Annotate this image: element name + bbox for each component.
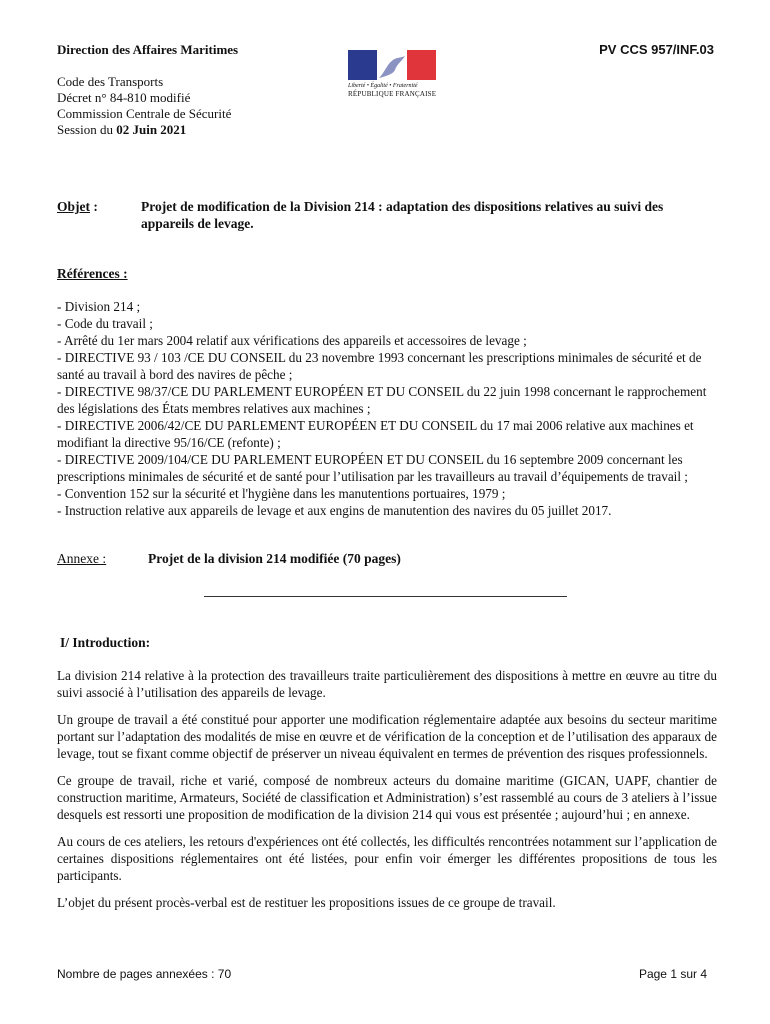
annex-text: Projet de la division 214 modifiée (70 pages) [148, 551, 401, 566]
reference-item: - Convention 152 sur la sécurité et l'hygiène dans les manutentions portuaires, 1979 ; [57, 486, 506, 501]
logo-republic-name: RÉPUBLIQUE FRANÇAISE [348, 90, 437, 98]
reference-item: - DIRECTIVE 93 / 103 /CE DU CONSEIL du 23 novembre 1993 concernant les prescriptions minimales de sécurité et de santé au travail à bord des navires de pêche ; [57, 350, 702, 382]
intro-paragraph: Ce groupe de travail, riche et varié, composé de nombreux acteurs du domaine maritime (GICAN, UAPF, chantier de construction maritime, Armateurs, Société de classification et Administration) s’est rassemblé au cours de 3 ateliers à l’issue desquels est ressorti une proposition de modification de la division 214 qui vous est présentée ; aujourd’hui ; en annexe. [57, 773, 717, 822]
footer-annexed-pages: Nombre de pages annexées : 70 [57, 967, 232, 981]
reference-item: - DIRECTIVE 2006/42/CE DU PARLEMENT EUROPÉEN ET DU CONSEIL du 17 mai 2006 relative aux machines et modifiant la directive 95/16/CE (refonte) ; [57, 418, 694, 450]
annex-block [57, 551, 717, 567]
reference-item: - Instruction relative aux appareils de levage et aux engins de manutention des navires du 05 juillet 2017. [57, 503, 612, 518]
header-line-code: Code des Transports [57, 74, 164, 89]
intro-paragraph: Un groupe de travail a été constitué pour apporter une modification réglementaire adaptée aux besoins du secteur maritime portant sur l’adaptation des modalités de mise en œuvre et de vérification de la conception et de l’utilisation des apparaux de levage, tout se fixant comme objectif de préserver un niveau équivalent en termes de prévention des risques professionnels. [57, 712, 717, 761]
document-reference: PV CCS 957/INF.03 [599, 42, 714, 57]
reference-item: - Code du travail ; [57, 316, 153, 331]
subject-text: Projet de modification de la Division 214 : adaptation des dispositions relatives au suivi des appareils de levage. [141, 199, 664, 231]
reference-item: - DIRECTIVE 2009/104/CE DU PARLEMENT EUROPÉEN ET DU CONSEIL du 16 septembre 2009 concernant les prescriptions minimales de sécurité et de santé pour l’utilisation par les travailleurs au travail d’équipements de travail ; [57, 452, 688, 484]
intro-paragraph: Au cours de ces ateliers, les retours d'expériences ont été collectés, les difficultés rencontrées notamment sur l’application de certaines dispositions réglementaires ont été listées, pour enfin voir émerger les différentes propositions de tous les participants. [57, 834, 717, 883]
header-line-commission: Commission Centrale de Sécurité [57, 106, 232, 121]
republique-francaise-logo [348, 50, 440, 99]
intro-paragraph: La division 214 relative à la protection des travailleurs traite particulièrement des dispositions à mettre en œuvre au titre du suivi associé à l’utilisation des appareils de levage. [57, 668, 717, 700]
reference-item: - Division 214 ; [57, 299, 141, 314]
subject-block [57, 198, 717, 232]
introduction-title: I/ Introduction: [60, 635, 151, 650]
introduction-body [57, 667, 717, 921]
header-block [57, 42, 238, 138]
references-list [57, 298, 719, 519]
french-flag-icon [348, 50, 436, 80]
footer-page-number: Page 1 sur 4 [638, 967, 707, 981]
intro-paragraph: L’objet du présent procès-verbal est de restituer les propositions issues de ce groupe de travail. [57, 895, 556, 910]
separator-line [204, 596, 567, 597]
reference-item: - Arrêté du 1er mars 2004 relatif aux vérifications des appareils et accessoires de levage ; [57, 333, 527, 348]
logo-motto: Liberté • Égalité • Fraternité [348, 83, 418, 89]
annex-label: Annexe : [57, 551, 107, 566]
organization-name: Direction des Affaires Maritimes [57, 42, 239, 57]
subject-label: Objet : [57, 199, 98, 214]
session-date: 02 Juin 2021 [116, 122, 187, 137]
header-line-decree: Décret n° 84-810 modifié [57, 90, 191, 105]
header-session [57, 122, 238, 138]
reference-item: - DIRECTIVE 98/37/CE DU PARLEMENT EUROPÉEN ET DU CONSEIL du 22 juin 1998 concernant le rapprochement des législations des États membres relatives aux machines ; [57, 384, 707, 416]
session-prefix: Session du [57, 122, 117, 137]
references-title: Références : [57, 266, 128, 281]
